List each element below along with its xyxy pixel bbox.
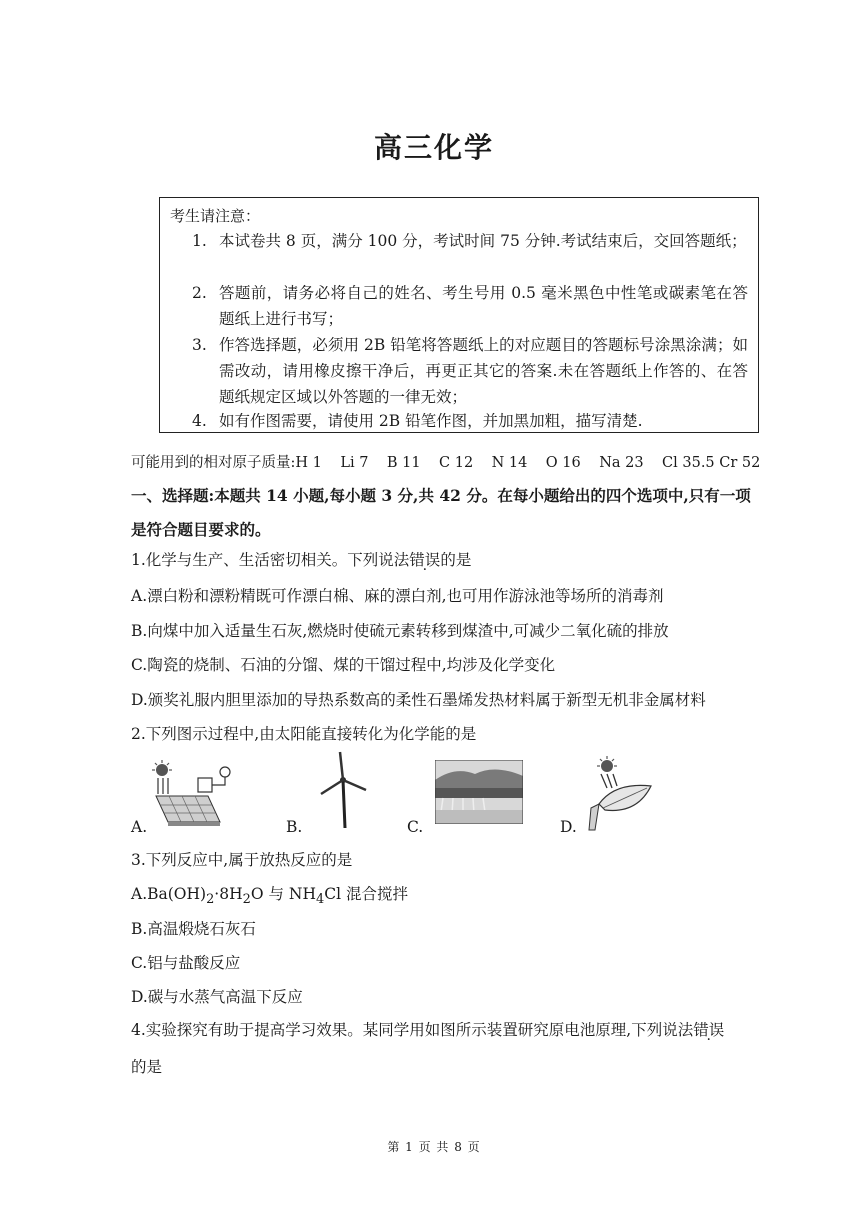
atomic-mass: Li 7 <box>340 455 369 471</box>
notice-item <box>192 332 748 410</box>
page-footer: 第 1 页 共 8 页 <box>387 1140 481 1154</box>
formula-text: Cl 混合搅拌 <box>324 885 408 903</box>
option-c: C.铝与盐酸反应 <box>131 954 241 972</box>
figure-label-c: C. <box>407 818 424 836</box>
notice-item-number: 4. <box>192 412 207 430</box>
question-stem <box>131 1018 724 1040</box>
notice-item-text: 答题前，请务必将自己的姓名、考生号用 0.5 毫米黑色中性笔或碳素笔在答题纸上进行书写； <box>219 284 748 328</box>
hydro-dam-figure <box>435 760 523 824</box>
atomic-mass: H 1 <box>295 455 322 471</box>
solar-panel-figure <box>148 760 238 832</box>
section-heading-line: 一、选择题:本题共 14 小题,每小题 3 分,共 42 分。在每小题给出的四个选项中,只有一项 <box>131 486 751 505</box>
option-d: D.颁奖礼服内胆里添加的导热系数高的柔性石墨烯发热材料属于新型无机非金属材料 <box>131 691 706 709</box>
page-title: 高三化学 <box>373 131 494 164</box>
formula-text: A.Ba(OH) <box>131 885 207 903</box>
option-b: B.向煤中加入适量生石灰,燃烧时使硫元素转移到煤渣中,可减少二氧化硫的排放 <box>131 622 669 640</box>
notice-item-text: 本试卷共 8 页，满分 100 分，考试时间 75 分钟.考试结束后，交回答题纸； <box>219 232 747 250</box>
subscript: 2 <box>206 892 215 908</box>
section-heading-line: 是符合题目要求的。 <box>131 520 271 539</box>
stem-text: 1.化学与生产、生活密切相关。下列说法 <box>131 551 410 569</box>
atomic-mass: Cr 52 <box>719 455 761 471</box>
atomic-mass: N 14 <box>491 455 528 471</box>
emphasis-text: 错误 <box>409 551 441 569</box>
stem-text: 4.实验探究有助于提高学习效果。某同学用如图所示装置研究原电池原理,下列说法 <box>131 1021 694 1039</box>
question-stem: 3.下列反应中,属于放热反应的是 <box>131 851 353 869</box>
atomic-mass: Cl 35.5 <box>662 455 715 471</box>
option-a <box>131 882 408 907</box>
photosynthesis-leaf-figure <box>585 756 655 832</box>
notice-item-text: 作答选择题，必须用 2B 铅笔将答题纸上的对应题目的答题标号涂黑涂满；如需改动，请用橡皮擦干净后，再更正其它的答案.未在答题纸上作答的、在答题纸规定区域以外答题的一律无效； <box>219 336 748 406</box>
stem-text: 的是 <box>440 551 472 569</box>
option-a: A.漂白粉和漂粉精既可作漂白棉、麻的漂白剂,也可用作游泳池等场所的消毒剂 <box>131 587 664 605</box>
figure-label-a: A. <box>131 818 148 836</box>
subscript: 4 <box>315 892 325 908</box>
option-b: B.高温煅烧石灰石 <box>131 920 256 938</box>
option-c: C.陶瓷的烧制、石油的分馏、煤的干馏过程中,均涉及化学变化 <box>131 656 556 674</box>
question-stem <box>131 548 471 570</box>
notice-item <box>192 228 748 254</box>
atomic-masses-label: 可能用到的相对原子质量: <box>131 455 296 471</box>
formula-text: O 与 NH <box>250 885 316 903</box>
notice-item <box>192 408 748 434</box>
notice-item-number: 2. <box>192 284 207 302</box>
formula-text: ·8H <box>214 885 243 903</box>
question-stem: 2.下列图示过程中,由太阳能直接转化为化学能的是 <box>131 725 477 743</box>
emphasis-text: 错误 <box>693 1021 725 1039</box>
notice-item-number: 3. <box>192 336 207 354</box>
atomic-mass: B 11 <box>386 455 421 471</box>
figure-label-b: B. <box>286 818 303 836</box>
atomic-mass: Na 23 <box>599 455 644 471</box>
atomic-mass: C 12 <box>439 455 474 471</box>
wind-turbine-figure <box>318 750 368 830</box>
notice-box <box>159 197 759 433</box>
option-d: D.碳与水蒸气高温下反应 <box>131 988 303 1006</box>
notice-item-number: 1. <box>192 232 207 250</box>
subscript: 2 <box>242 892 251 908</box>
notice-heading: 考生请注意： <box>170 207 261 225</box>
notice-item-text: 如有作图需要，请使用 2B 铅笔作图，并加黑加粗，描写清楚. <box>219 412 643 430</box>
figure-label-d: D. <box>560 818 577 836</box>
notice-item <box>192 280 748 332</box>
atomic-mass: O 16 <box>545 455 581 471</box>
atomic-masses <box>131 451 760 472</box>
question-stem-continued: 的是 <box>131 1058 163 1076</box>
